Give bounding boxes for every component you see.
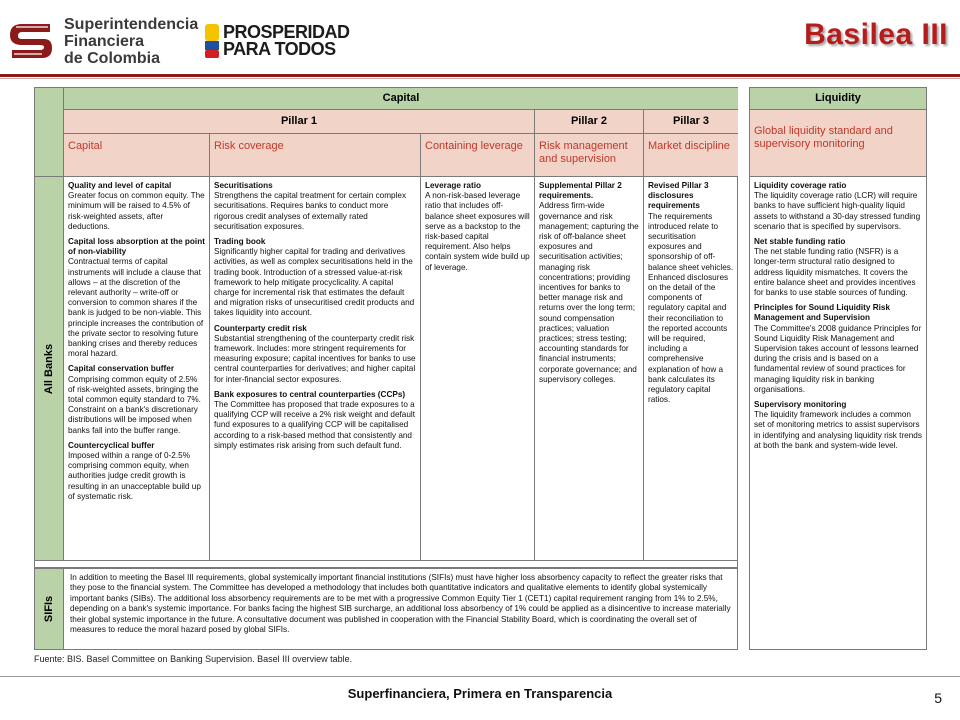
risk-block: Securitisations Strengthens the capital treatment for certain complex securitisations. Requires banks to conduct more rigorous credit analyses of externally rated securitisation exposures.: [214, 181, 407, 231]
category-capital: Capital: [64, 134, 210, 177]
category-risk-coverage: Risk coverage: [210, 134, 421, 177]
risk-block: Bank exposures to central counterparties (CCPs) The Committee has proposed that trade exposures to a qualifying CCP will receive a 2% risk weight and default fund exposures to a qualifying CCP will be capitalised according to a risk-based method that consistently and simply estimates risk arising from such default fund.: [214, 389, 415, 450]
sifis-label: SIFIs: [35, 568, 64, 650]
pillar3-block: Revised Pillar 3 disclosures requirements The requirements introduced relate to securitisation exposures and sponsorship of off-balance sheet vehicles. Enhanced disclosures on the detail of the components of regulatory capital and their reconciliation to the reported accounts will be required, including a comprehensive explanation of how a bank calculates its regulatory capital ratios.: [648, 181, 734, 405]
liquidity-category: Global liquidity standard and supervisory monitoring: [750, 121, 926, 177]
footer-divider: [0, 676, 960, 677]
capital-header: Capital: [64, 88, 738, 110]
capital-block: Capital loss absorption at the point of non-viability Contractual terms of capital instruments will include a clause that allows – at the discretion of the relevant authority – write-off or conversion to common shares if the bank is judged to be non-viable. This principle increases the contribution of the private sector to resolving future banking crises and thereby reduces moral hazard.: [68, 237, 205, 359]
capital-block: Countercyclical buffer Imposed within a range of 0-2.5% comprising common equity, when authorities judge credit growth is resulting in an unacceptable build up of systematic risk.: [68, 440, 201, 501]
risk-coverage-column: [210, 177, 421, 561]
liquidity-block: Liquidity coverage ratio The liquidity coverage ratio (LCR) will require banks to have sufficient high-quality liquid assets to withstand a 30-day stressed funding scenario that is specified by supervisors.: [754, 181, 921, 231]
liquidity-table: [749, 87, 927, 650]
prosperidad-text: PROSPERIDAD PARA TODOS: [223, 22, 350, 59]
capital-column: [64, 177, 210, 561]
leverage-block: Leverage ratio A non-risk-based leverage ratio that includes off-balance sheet exposures will serve as a backstop to the risk-based capital requirement. Also helps contain system wide build up of leverage.: [425, 181, 530, 272]
category-market-discipline: Market discipline: [644, 134, 738, 177]
sfc-org-name: Superintendencia Financiera de Colombia: [64, 16, 199, 67]
category-risk-management: Risk management and supervision: [535, 134, 644, 177]
sfc-logo: [8, 14, 208, 66]
sifis-text: In addition to meeting the Basel III requirements, global systemically important financial institutions (SIFIs) must have higher loss absorbency capacity to reflect the greater risks that they pose to the financial system. The Committee has developed a methodology that includes both quantitative indicators and qualitative elements to identify global systemically important banks (SIBs). The additional loss absorbency requirements are to be met with a progressive Common Equity Tier 1 (CET1) capital requirement ranging from 1% to 2.5%, depending on a bank's systemic importance. For banks facing the highest SIB surcharge, an additional loss absorbency of 1% could be applied as a disincentive to increase materially their global systemic importance in the future. A consultative document was published in cooperation with the Financial Stability Board, which is coordinating the overall set of measures to reduce the moral hazard posed by global SIFIs.: [64, 568, 738, 650]
risk-block: Counterparty credit risk Substantial strengthening of the counterparty credit risk framework. Includes: more stringent requirements for measuring exposure; capital incentives for banks to use central counterparties for derivatives; and higher capital for inter-financial sector exposures.: [214, 323, 416, 384]
capital-block: Quality and level of capital Greater focus on common equity. The minimum will be raised to 4.5% of risk-weighted assets, after deductions.: [68, 181, 205, 231]
pillar1-header: Pillar 1: [64, 110, 535, 134]
liquidity-block: Supervisory monitoring The liquidity framework includes a common set of monitoring metrics to assist supervisors in identifying and analysing liquidity risk trends at both the bank and system-wide level.: [754, 400, 922, 450]
source-note: Fuente: BIS. Basel Committee on Banking Supervision. Basel III overview table.: [34, 654, 353, 664]
capital-table: [34, 87, 738, 650]
liquidity-block: Principles for Sound Liquidity Risk Management and Supervision The Committee's 2008 guidance Principles for Sound Liquidity Risk Management and Supervision takes account of lessons learned during the crisis and is based on a fundamental review of sound practices for managing liquidity risk in banking organisations.: [754, 303, 922, 394]
corner-cell: [35, 88, 64, 177]
header-divider: [0, 74, 960, 77]
pillar2-block: Supplemental Pillar 2 requirements. Address firm-wide governance and risk management; capturing the risk of off-balance sheet exposures and securitisation activities; managing risk concentrations; providing incentives for banks to better manage risk and returns over the long term; sound compensation practices; valuation practices; stress testing; accounting standards for financial instruments; corporate governance; and supervisory colleges.: [539, 181, 639, 384]
capital-block: Capital conservation buffer Comprising common equity of 2.5% of risk-weighted assets, bringing the total common equity standard to 7%. Constraint on a bank's discretionary distributions will be imposed when banks fall into the buffer range.: [68, 364, 201, 435]
footer-tagline: Superfinanciera, Primera en Transparencia: [347, 686, 613, 701]
page-title: Basilea III: [804, 18, 948, 51]
header-divider-thin: [0, 78, 960, 79]
row-spacer: [35, 561, 738, 568]
sfc-emblem-icon: [8, 18, 56, 60]
risk-block: Trading book Significantly higher capital for trading and derivatives activities, as well as complex securitisations held in the trading book. Introduction of a stressed value-at-risk framework to help mitigate procyclicality. A capital charge for incremental risk that estimates the default and migration risks of unsecuritised credit products and takes liquidity into account.: [214, 237, 415, 318]
pillar2-column: [535, 177, 644, 561]
page-number: 5: [934, 690, 942, 706]
pillar3-header: Pillar 3: [644, 110, 738, 134]
liquidity-header: Liquidity: [750, 88, 926, 110]
colombia-flag-icon: [205, 24, 219, 58]
category-containing-leverage: Containing leverage: [421, 134, 535, 177]
all-banks-label: All Banks: [35, 177, 64, 561]
pillar2-header: Pillar 2: [535, 110, 644, 134]
liquidity-block: Net stable funding ratio The net stable funding ratio (NSFR) is a longer-term structural ratio designed to address liquidity mismatches. It covers the entire balance sheet and provides incentives for banks to use stable sources of funding.: [754, 237, 916, 298]
liquidity-column: [750, 177, 926, 650]
leverage-column: [421, 177, 535, 561]
pillar3-column: [644, 177, 738, 561]
prosperidad-logo: [205, 24, 355, 60]
